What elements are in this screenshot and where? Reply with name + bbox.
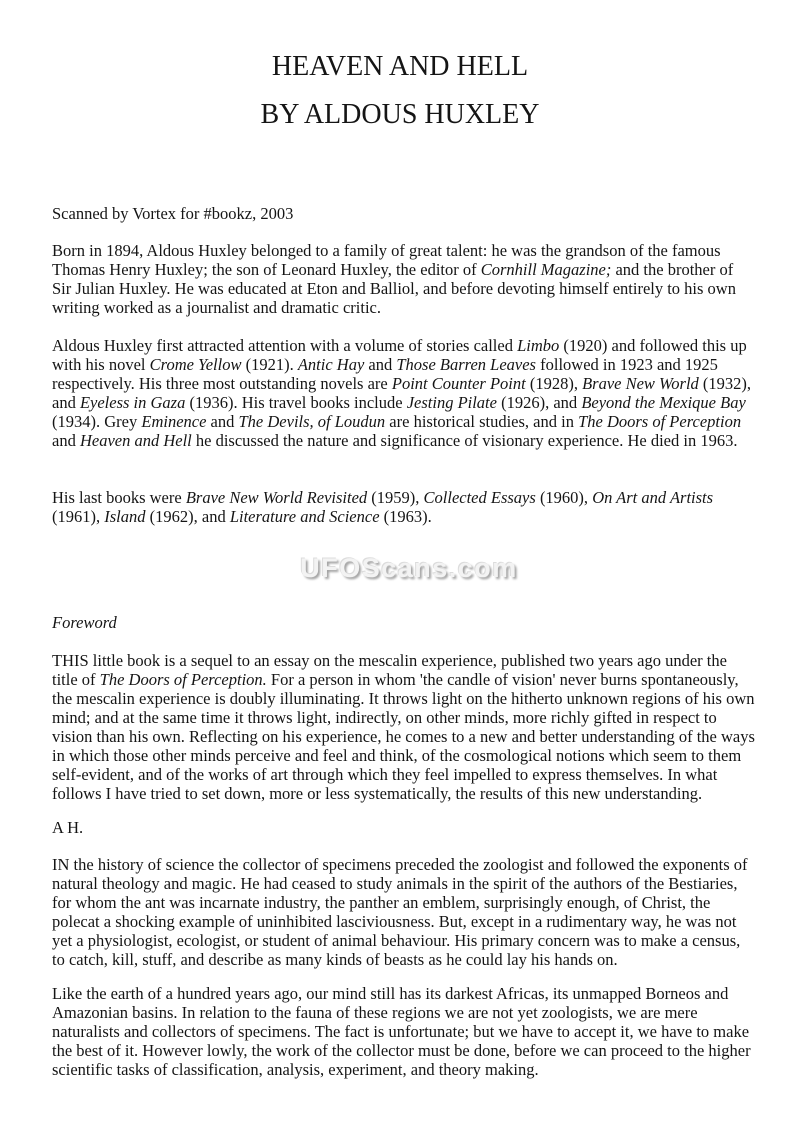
foreword-heading: Foreword xyxy=(52,613,117,632)
author-initials: A H. xyxy=(52,818,84,837)
paragraph-last-books: His last books were Brave New World Revisited (1959), Collected Essays (1960), On Art and Artists (1961), Island (1962), and Literature and Science (1963). xyxy=(52,488,714,526)
paragraph-foreword: THIS little book is a sequel to an essay on the mescalin experience, published two years ago under the title of The Doors of Perception. For a person in whom 'the candle of vision' never burns spontaneously, the mescalin experience is doubly illuminating. It throws light on the hitherto unknown regions of his own mind; and at the same time it throws light, indirectly, on other minds, more richly gifted in respect to vision than his own. Reflecting on his experience, he comes to a new and better understanding of the ways in which those other minds perceive and feel and think, of the cosmological notions which seem to them self-evident, and of the works of art through which they feel impelled to express themselves. In what follows I have tried to set down, more or less systematically, the results of this new understanding. xyxy=(52,651,755,803)
book-title: HEAVEN AND HELL xyxy=(271,51,529,82)
watermark-text: UFOScans.com xyxy=(300,553,518,583)
book-author-line: BY ALDOUS HUXLEY xyxy=(260,99,540,130)
paragraph-history-of-science: IN the history of science the collector of specimens preceded the zoologist and followed the exponents of natural theology and magic. He had ceased to study animals in the spirit of the authors of the Bestiaries, for whom the ant was incarnate industry, the panther an emblem, surprisingly enough, of Christ, the polecat a shocking example of uninhibited lasciviousness. But, except in a rudimentary way, he was not yet a physiologist, ecologist, or student of animal behaviour. His primary concern was to make a census, to catch, kill, stuff, and describe as many kinds of beasts as he could lay his hands on. xyxy=(52,855,748,969)
paragraph-biography: Born in 1894, Aldous Huxley belonged to a family of great talent: he was the grandson of the famous Thomas Henry Huxley; the son of Leonard Huxley, the editor of Cornhill Magazine; and the brother of Sir Julian Huxley. He was educated at Eton and Balliol, and before devoting himself entirely to his own writing worked as a journalist and dramatic critic. xyxy=(52,241,736,317)
scan-credit-line: Scanned by Vortex for #bookz, 2003 xyxy=(52,204,294,223)
paragraph-earth-comparison: Like the earth of a hundred years ago, our mind still has its darkest Africas, its unmapped Borneos and Amazonian basins. In relation to the fauna of these regions we are not yet zoologists, we are mere naturalists and collectors of specimens. The fact is unfortunate; but we have to accept it, we have to make the best of it. However lowly, the work of the collector must be done, before we can proceed to the higher scientific tasks of classification, analysis, experiment, and theory making. xyxy=(52,984,751,1079)
paragraph-works: Aldous Huxley first attracted attention with a volume of stories called Limbo (1920) and followed this up with his novel Crome Yellow (1921). Antic Hay and Those Barren Leaves followed in 1923 and 1925 respectively. His three most outstanding novels are Point Counter Point (1928), Brave New World (1932), and Eyeless in Gaza (1936). His travel books include Jesting Pilate (1926), and Beyond the Mexique Bay (1934). Grey Eminence and The Devils, of Loudun are historical studies, and in The Doors of Perception and Heaven and Hell he discussed the nature and significance of visionary experience. He died in 1963. xyxy=(52,336,752,450)
